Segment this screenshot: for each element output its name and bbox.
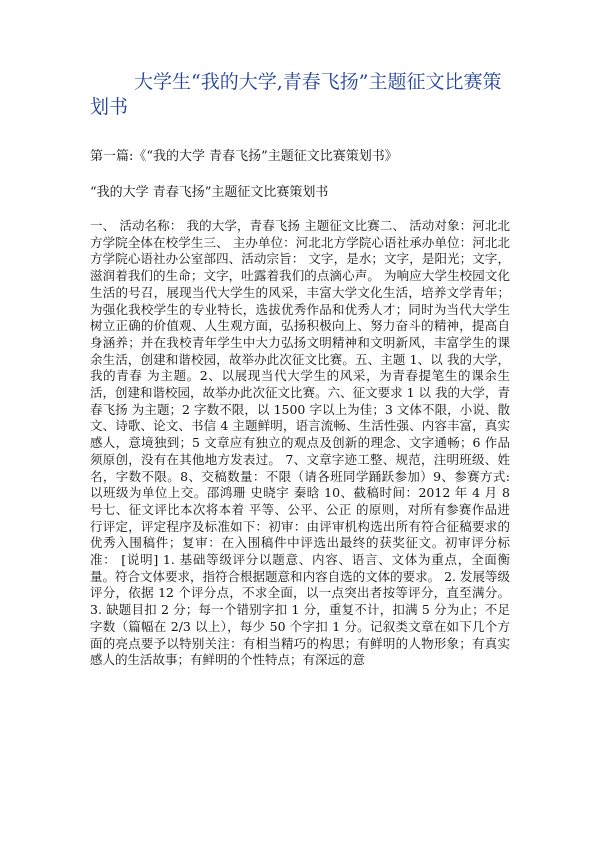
document-page xyxy=(90,70,510,669)
body-paragraph: 一、 活动名称： 我的大学，青春飞扬 主题征文比赛二、 活动对象：河北北方学院全体在校学生三、 主办单位：河北北方学院心语社承办单位：河北北方学院心语社办公室部四、活动宗旨： 文字，是水；文字，是阳光；文字，滋润着我们的生命；文字，吐露着我们的点滴心声。 为响应大学生校园文化生活的号召，展现当代大学生的风采，丰富大学文化生活，培养文学青年；为强化我校学生的专业特长，选拔优秀作品和优秀人才；同时为当代大学生树立正确的价值观、人生观方面，弘扬积极向上、努力奋斗的精神，提高自身涵养；并在我校青年学生中大力弘扬文明精神和文明新风，丰富学生的课余生活，创建和谐校园，故举办此次征文比赛。五、主题 1、以 我的大学，我的青春 为主题。2、以展现当代大学生的风采，为青春提笔生的课余生活，创建和谐校园，故举办此次征文比赛。六、征文要求 1 以 我的大学，青春飞扬 为主题；2 字数不限，以 1500 字以上为佳；3 文体不限，小说、散文、诗歌、论文、书信 4 主题鲜明，语言流畅、生活性强、内容丰富，真实感人，意境独到；5 文章应有独立的观点及创新的理念、文字通畅；6 作品须原创，没有在其他地方发表过。 7、文章字迹工整、规范，注明班级、姓名，字数不限。8、交稿数量：不限（请各班同学踊跃参加）9、参赛方式: 以班级为单位上交。邵鸿珊 史晓宇 秦晗 10、截稿时间：2012 年 4 月 8 号七、征文评比本次将本着 平等、公平、公正 的原则，对所有参赛作品进行评定，评定程序及标准如下：初审：由评审机构选出所有符合征稿要求的优秀入围稿件；复审：在入围稿件中评选出最终的获奖征文。初审评分标准： [说明] 1. 基础等级评分以题意、内容、语言、文体为重点，全面衡量。符合文体要求，指符合根据题意和内容自选的文体的要求。 2. 发展等级评分，依据 12 个评分点，不求全面，以一点突出者按等评分，直至满分。 3. 缺题目扣 2 分；每一个错别字扣 1 分，重复不计，扣满 5 分为止；不足字数（篇幅在 2/3 以上），每少 50 个字扣 1 分。记叙类文章在如下几个方面的亮点要予以特别关注：有相当精巧的构思；有鲜明的人物形象；有真实感人的生活故事；有鲜明的个性特点；有深远的意 xyxy=(90,218,510,668)
document-title: 大学生“我的大学,青春飞扬”主题征文比赛策划书 xyxy=(90,71,502,118)
section-heading: “我的大学 青春飞扬”主题征文比赛策划书 xyxy=(90,185,329,200)
article-subtitle: 第一篇:《“我的大学 青春飞扬”主题征文比赛策划书》 xyxy=(90,149,398,164)
